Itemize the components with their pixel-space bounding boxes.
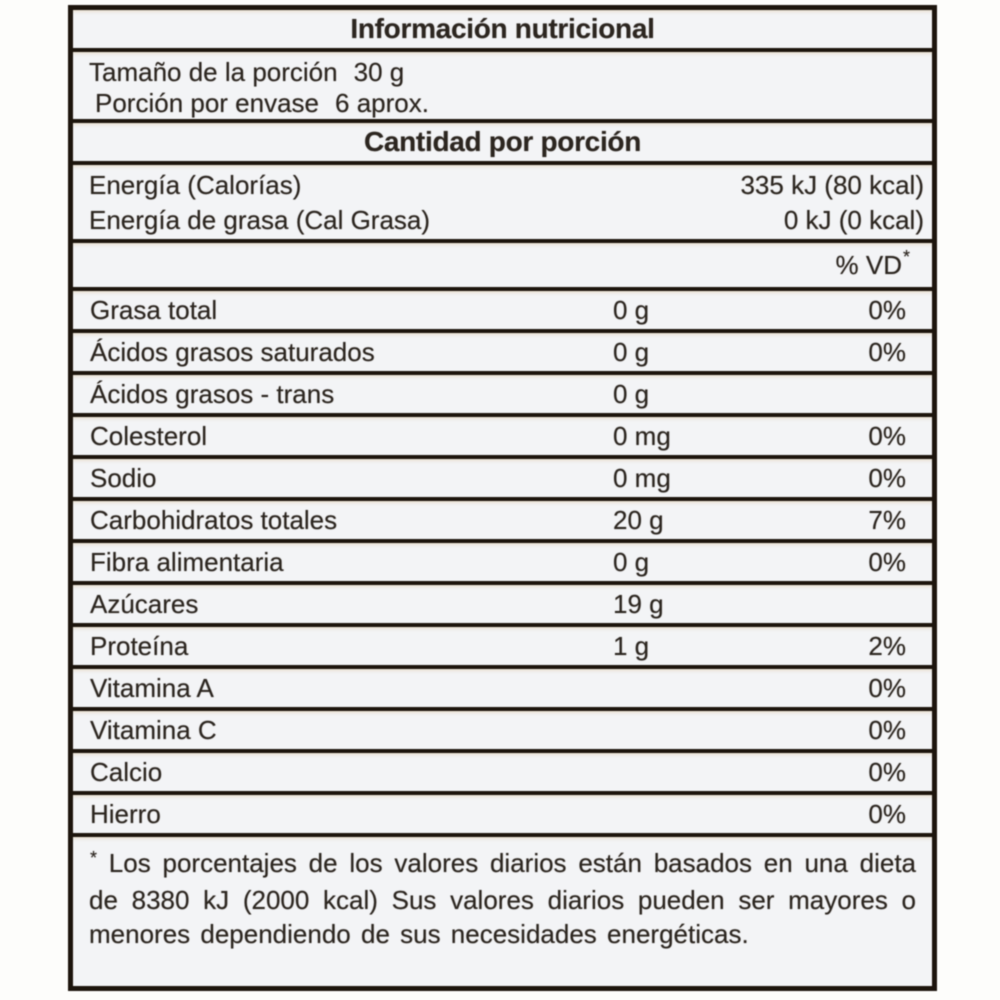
nutrient-name: Calcio [90,756,163,787]
amount-per-serving-header [73,123,932,165]
serving-size-label: Tamaño de la porción [89,57,338,87]
nutrient-row-acidos-grasos-trans [73,375,932,417]
nutrient-daily-value: 0% [868,294,906,325]
nutrient-name: Grasa total [90,294,218,325]
nutrient-daily-value: 0% [868,798,906,829]
nutrition-facts-label [68,5,937,991]
nutrient-name: Fibra alimentaria [90,546,284,577]
servings-per-container-line [89,88,922,119]
nutrient-row-sodio [73,459,932,501]
nutrient-amount: 0 g [613,336,650,367]
nutrient-row-vitamina-a [73,669,932,711]
daily-value-header-asterisk: * [902,246,910,267]
energy-row-fat-calories [73,203,932,238]
footnote [73,837,932,986]
nutrient-row-proteina [73,627,932,669]
serving-info-section [73,52,932,123]
nutrient-amount: 0 g [613,378,650,409]
nutrient-row-grasa-total [73,291,932,333]
nutrient-row-carbohidratos-totales [73,501,932,543]
nutrient-name: Sodio [90,462,157,493]
serving-size-value: 30 g [353,57,405,87]
energy-section [73,165,932,243]
nutrient-daily-value: 0% [868,336,906,367]
energy-label: Energía de grasa (Cal Grasa) [89,205,431,235]
nutrient-name: Hierro [90,798,161,829]
nutrient-daily-value: 0% [868,714,906,745]
energy-value: 0 kJ (0 kcal) [783,205,924,235]
serving-size-line [89,57,922,88]
nutrient-daily-value: 0% [868,420,906,451]
energy-label: Energía (Calorías) [89,170,302,200]
nutrient-daily-value: 0% [868,672,906,703]
nutrient-daily-value: 2% [868,630,906,661]
nutrient-name: Vitamina A [90,672,214,703]
nutrient-row-colesterol [73,417,932,459]
footnote-text: Los porcentajes de los valores diarios están basados en una dieta de 8380 kJ (2000 kcal) Sus valores diarios pueden ser mayores o menores dependiendo de sus necesidades energéticas. [89,848,916,949]
nutrient-amount: 0 g [613,546,650,577]
daily-value-header-row [73,243,932,291]
label-title [73,10,932,52]
nutrient-name: Ácidos grasos saturados [90,336,375,367]
nutrient-row-hierro [73,795,932,837]
nutrient-row-acidos-grasos-saturados [73,333,932,375]
nutrient-name: Ácidos grasos - trans [90,378,335,409]
nutrient-daily-value: 0% [868,462,906,493]
nutrient-daily-value: 7% [868,504,906,535]
nutrient-amount: 0 mg [613,420,671,451]
nutrient-amount: 19 g [613,588,664,619]
nutrient-name: Proteína [90,630,189,661]
nutrient-amount: 1 g [613,630,650,661]
nutrient-amount: 0 mg [613,462,671,493]
nutrient-name: Carbohidratos totales [90,504,338,535]
nutrient-row-vitamina-c [73,711,932,753]
nutrient-daily-value: 0% [868,756,906,787]
energy-row-calories [73,168,932,203]
nutrient-daily-value: 0% [868,546,906,577]
nutrient-name: Azúcares [90,588,199,619]
nutrient-amount: 0 g [613,294,650,325]
label-title-text: Información nutricional [350,13,655,44]
nutrient-name: Vitamina C [90,714,217,745]
nutrient-row-fibra-alimentaria [73,543,932,585]
nutrient-row-azucares [73,585,932,627]
amount-per-serving-text: Cantidad por porción [363,126,642,157]
servings-per-container-value: 6 aprox. [335,88,429,118]
nutrient-row-calcio [73,753,932,795]
daily-value-header-text: % VD [835,249,902,280]
nutrient-name: Colesterol [90,420,208,451]
energy-value: 335 kJ (80 kcal) [740,170,924,200]
footnote-asterisk: * [90,848,98,868]
servings-per-container-label: Porción por envase [95,88,320,118]
nutrient-amount: 20 g [613,504,664,535]
